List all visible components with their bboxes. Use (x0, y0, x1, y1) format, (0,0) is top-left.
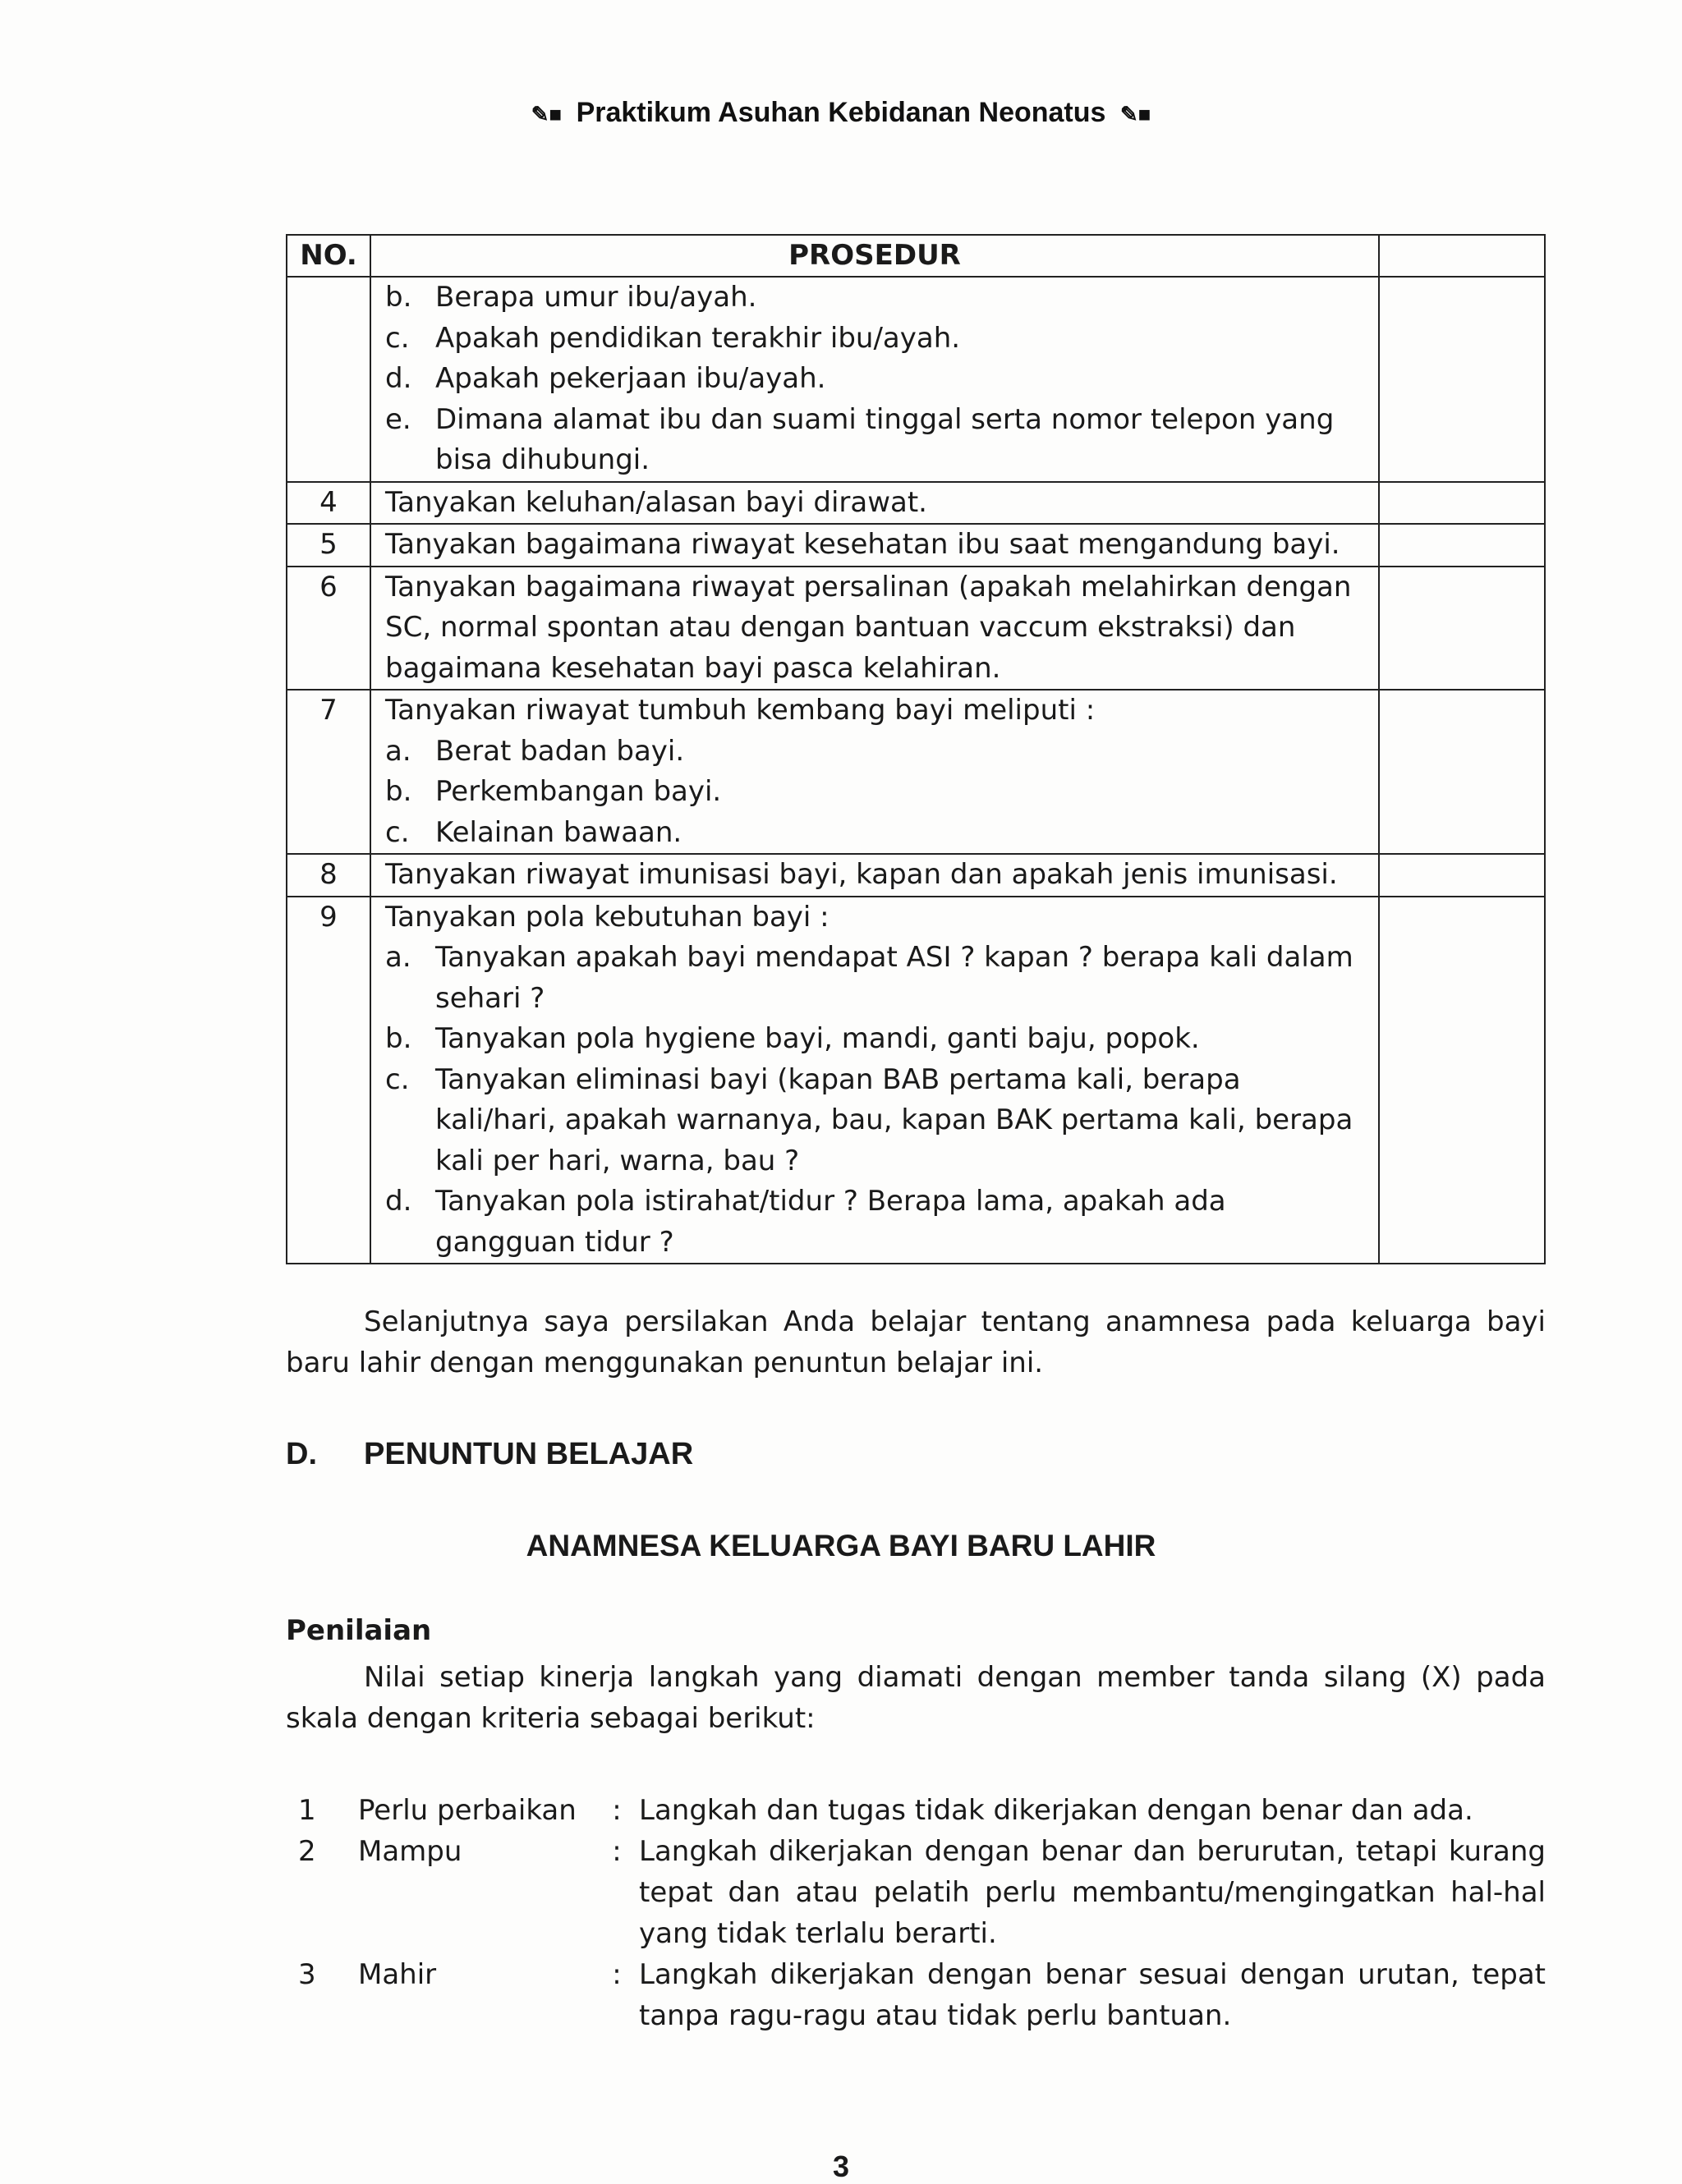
procedure-cell (370, 690, 1379, 854)
procedure-subitem (385, 772, 1367, 813)
row-number (287, 277, 370, 482)
check-cell (1379, 524, 1545, 567)
row-number: 6 (287, 567, 370, 691)
subitem-letter: c. (385, 815, 410, 849)
criteria-number: 3 (298, 1958, 316, 1991)
check-cell (1379, 690, 1545, 854)
procedure-text: Tanyakan pola kebutuhan bayi : (385, 900, 830, 934)
subitem-text: Apakah pendidikan terakhir ibu/ayah. (435, 321, 961, 355)
procedure-cell (370, 897, 1379, 1264)
criteria-description: Langkah dikerjakan dengan benar sesuai dengan urutan, tepat tanpa ragu-ragu atau tidak perlu bantuan. (639, 1958, 1546, 2032)
subitem-text: Tanyakan apakah bayi mendapat ASI ? kapan ? berapa kali dalam sehari ? (435, 941, 1353, 1015)
check-cell (1379, 482, 1545, 525)
subitem-letter: e. (385, 402, 411, 436)
procedure-subitem (385, 813, 1367, 854)
procedure-subitem (385, 1060, 1367, 1182)
subitem-text: Berat badan bayi. (435, 734, 685, 768)
table-header-row (287, 235, 1545, 277)
procedure-subitem (385, 1181, 1367, 1263)
procedure-table (286, 234, 1546, 1264)
table-row (287, 690, 1545, 854)
procedure-subitem (385, 359, 1367, 400)
procedure-subitem (385, 732, 1367, 773)
penilaian-text: Nilai setiap kinerja langkah yang diamati dengan member tanda silang (X) pada skala dengan kriteria sebagai berikut: (286, 1661, 1546, 1735)
criteria-label: Mahir (358, 1958, 437, 1991)
table-row (287, 524, 1545, 567)
subitem-text: Dimana alamat ibu dan suami tinggal serta nomor telepon yang bisa dihubungi. (435, 402, 1335, 476)
table-row (287, 277, 1545, 482)
subitem-letter: b. (385, 281, 412, 314)
row-number: 9 (287, 897, 370, 1264)
subitem-letter: d. (385, 362, 412, 395)
criteria-label: Perlu perbaikan (358, 1794, 577, 1827)
subitem-text: Tanyakan eliminasi bayi (kapan BAB pertama kali, berapa kali/hari, apakah warnanya, bau, kapan BAK pertama kali, berapa kali per hari, warna, bau ? (435, 1062, 1353, 1177)
criteria-colon: : (612, 1794, 622, 1827)
penilaian-heading: Penilaian (286, 1614, 432, 1647)
page-header (0, 97, 1682, 129)
procedure-subitem (385, 1019, 1367, 1060)
row-number: 7 (287, 690, 370, 854)
section-heading (286, 1437, 693, 1472)
criteria-label: Mampu (358, 1835, 462, 1868)
subitem-letter: c. (385, 1062, 410, 1096)
criteria-description: Langkah dikerjakan dengan benar dan berurutan, tetapi kurang tepat dan atau pelatih perlu membantu/mengingatkan hal-hal yang tidak terlalu berarti. (639, 1835, 1546, 1950)
procedure-text: Tanyakan bagaimana riwayat persalinan (apakah melahirkan dengan SC, normal spontan atau dengan bantuan vaccum ekstraksi) dan bagaimana kesehatan bayi pasca kelahiran. (385, 570, 1352, 685)
check-cell (1379, 897, 1545, 1264)
row-number: 8 (287, 854, 370, 897)
check-cell (1379, 277, 1545, 482)
criteria-number: 2 (298, 1835, 316, 1868)
header-title: Praktikum Asuhan Kebidanan Neonatus (576, 97, 1106, 128)
procedure-text: Tanyakan riwayat tumbuh kembang bayi meliputi : (385, 694, 1096, 727)
procedure-subitem (385, 938, 1367, 1019)
section-number: D. (286, 1437, 317, 1471)
check-cell (1379, 854, 1545, 897)
table-row (287, 482, 1545, 525)
subitem-letter: a. (385, 734, 411, 768)
subitem-letter: b. (385, 1022, 412, 1055)
criteria-row (286, 1831, 1546, 1954)
procedure-cell (370, 567, 1379, 691)
page-number: 3 (832, 2150, 850, 2183)
procedure-subitem (385, 400, 1367, 481)
subitem-text: Berapa umur ibu/ayah. (435, 281, 757, 314)
procedure-text: Tanyakan riwayat imunisasi bayi, kapan dan apakah jenis imunisasi. (385, 858, 1338, 891)
criteria-number: 1 (298, 1794, 316, 1827)
row-number: 5 (287, 524, 370, 567)
table-row (287, 567, 1545, 691)
procedure-cell (370, 524, 1379, 567)
section-title: PENUNTUN BELAJAR (364, 1437, 694, 1471)
procedure-subitem (385, 319, 1367, 360)
pen-icon: ✎■ (1119, 102, 1151, 126)
procedure-cell (370, 482, 1379, 525)
subitem-text: Kelainan bawaan. (435, 815, 682, 849)
procedure-cell (370, 854, 1379, 897)
column-header-no: NO. (287, 235, 370, 277)
subitem-letter: d. (385, 1185, 412, 1218)
criteria-list (286, 1790, 1546, 2036)
criteria-description: Langkah dan tugas tidak dikerjakan dengan benar dan ada. (639, 1794, 1473, 1827)
criteria-colon: : (612, 1835, 622, 1868)
procedure-cell (370, 277, 1379, 482)
intro-paragraph: Selanjutnya saya persilakan Anda belajar tentang anamnesa pada keluarga bayi baru lahir dengan menggunakan penuntun belajar ini. (286, 1305, 1546, 1379)
table-row (287, 897, 1545, 1264)
procedure-subitem (385, 278, 1367, 319)
subitem-letter: b. (385, 775, 412, 808)
criteria-row (286, 1954, 1546, 2036)
check-cell (1379, 567, 1545, 691)
criteria-row (286, 1790, 1546, 1831)
column-header-check (1379, 235, 1545, 277)
subitem-letter: a. (385, 941, 411, 974)
pen-icon: ✎■ (531, 102, 563, 126)
procedure-text: Tanyakan bagaimana riwayat kesehatan ibu saat mengandung bayi. (385, 528, 1340, 561)
subitem-letter: c. (385, 321, 410, 355)
subitem-text: Tanyakan pola istirahat/tidur ? Berapa lama, apakah ada gangguan tidur ? (435, 1185, 1226, 1259)
table-row (287, 854, 1545, 897)
subitem-text: Perkembangan bayi. (435, 775, 722, 808)
column-header-prosedur: PROSEDUR (370, 235, 1379, 277)
criteria-colon: : (612, 1958, 622, 1991)
subtitle: ANAMNESA KELUARGA BAYI BARU LAHIR (526, 1529, 1156, 1562)
row-number: 4 (287, 482, 370, 525)
subitem-text: Apakah pekerjaan ibu/ayah. (435, 362, 826, 395)
subitem-text: Tanyakan pola hygiene bayi, mandi, ganti baju, popok. (435, 1022, 1200, 1055)
procedure-text: Tanyakan keluhan/alasan bayi dirawat. (385, 485, 927, 519)
